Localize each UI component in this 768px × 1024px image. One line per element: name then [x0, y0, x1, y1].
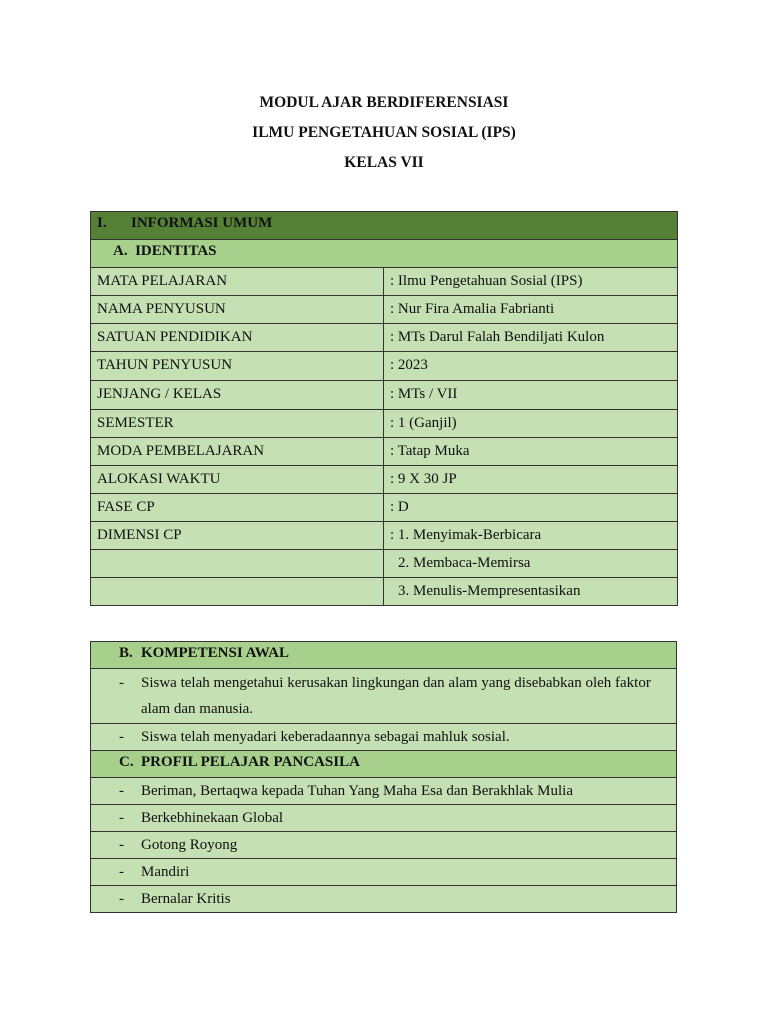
row-value: : Nur Fira Amalia Fabrianti [384, 296, 678, 324]
table-row [91, 438, 678, 466]
table-row [91, 522, 678, 550]
list-item-text: Gotong Royong [141, 837, 238, 853]
list-item [91, 832, 677, 859]
subsection-title: IDENTITAS [135, 243, 217, 259]
row-label: SATUAN PENDIDIKAN [91, 324, 384, 352]
section-title: PROFIL PELAJAR PANCASILA [141, 754, 360, 770]
row-label: NAMA PENYUSUN [91, 296, 384, 324]
row-value-text: 3. Menulis-Mempresentasikan [398, 583, 581, 599]
bullet-dash: - [119, 729, 124, 745]
table-row [91, 324, 678, 352]
section-header-informasi-umum [91, 212, 678, 240]
bullet-dash: - [119, 783, 124, 799]
row-value: : 1. Menyimak-Berbicara [384, 522, 678, 550]
row-label [91, 578, 384, 606]
title-line-3: KELAS VII [344, 154, 424, 171]
kompetensi-profil-table [90, 641, 677, 913]
list-item [91, 724, 677, 751]
list-item [91, 669, 677, 724]
table-row [91, 410, 678, 438]
row-label: MATA PELAJARAN [91, 268, 384, 296]
bullet-dash: - [119, 891, 124, 907]
row-value [384, 550, 678, 578]
identitas-table [90, 211, 678, 606]
row-label: SEMESTER [91, 410, 384, 438]
row-value: : Ilmu Pengetahuan Sosial (IPS) [384, 268, 678, 296]
list-item-text: Siswa telah mengetahui kerusakan lingkungan dan alam yang disebabkan oleh faktor alam dan manusia. [141, 675, 651, 717]
row-label: JENJANG / KELAS [91, 381, 384, 410]
row-label: DIMENSI CP [91, 522, 384, 550]
table-row [91, 352, 678, 381]
row-label: FASE CP [91, 494, 384, 522]
row-value: : 2023 [384, 352, 678, 381]
row-label [91, 550, 384, 578]
section-header-kompetensi-awal [91, 642, 677, 669]
row-value: : MTs Darul Falah Bendiljati Kulon [384, 324, 678, 352]
table-row [91, 466, 678, 494]
list-item [91, 859, 677, 886]
bullet-dash: - [119, 810, 124, 826]
row-label: TAHUN PENYUSUN [91, 352, 384, 381]
section-letter: C. [119, 754, 134, 770]
row-value: : 9 X 30 JP [384, 466, 678, 494]
table-row [91, 578, 678, 606]
list-item-text: Berkebhinekaan Global [141, 810, 284, 826]
section-title: INFORMASI UMUM [131, 215, 273, 231]
list-item-text: Beriman, Bertaqwa kepada Tuhan Yang Maha Esa dan Berakhlak Mulia [141, 783, 573, 799]
subsection-header-identitas [91, 240, 678, 268]
bullet-dash: - [119, 864, 124, 880]
section-title: KOMPETENSI AWAL [141, 645, 289, 661]
list-item-text: Mandiri [141, 864, 190, 880]
row-value [384, 578, 678, 606]
section-header-profil-pelajar-pancasila [91, 751, 677, 778]
row-label: ALOKASI WAKTU [91, 466, 384, 494]
row-label: MODA PEMBELAJARAN [91, 438, 384, 466]
title-line-2: ILMU PENGETAHUAN SOSIAL (IPS) [252, 124, 516, 141]
bullet-dash: - [119, 675, 124, 691]
section-letter: B. [119, 645, 133, 661]
list-item [91, 805, 677, 832]
subsection-letter: A. [113, 243, 128, 259]
row-value: : 1 (Ganjil) [384, 410, 678, 438]
row-value: : D [384, 494, 678, 522]
table-row [91, 550, 678, 578]
title-line-1: MODUL AJAR BERDIFERENSIASI [259, 94, 509, 111]
list-item [91, 778, 677, 805]
table-row [91, 296, 678, 324]
row-value: : MTs / VII [384, 381, 678, 410]
list-item-text: Bernalar Kritis [141, 891, 231, 907]
list-item [91, 886, 677, 913]
document-title-block [0, 88, 768, 178]
table-row [91, 268, 678, 296]
list-item-text: Siswa telah menyadari keberadaannya sebagai mahluk sosial. [141, 729, 510, 745]
bullet-dash: - [119, 837, 124, 853]
row-value: : Tatap Muka [384, 438, 678, 466]
section-number: I. [97, 215, 107, 231]
table-row [91, 494, 678, 522]
table-row [91, 381, 678, 410]
row-value-text: 2. Membaca-Memirsa [398, 555, 531, 571]
